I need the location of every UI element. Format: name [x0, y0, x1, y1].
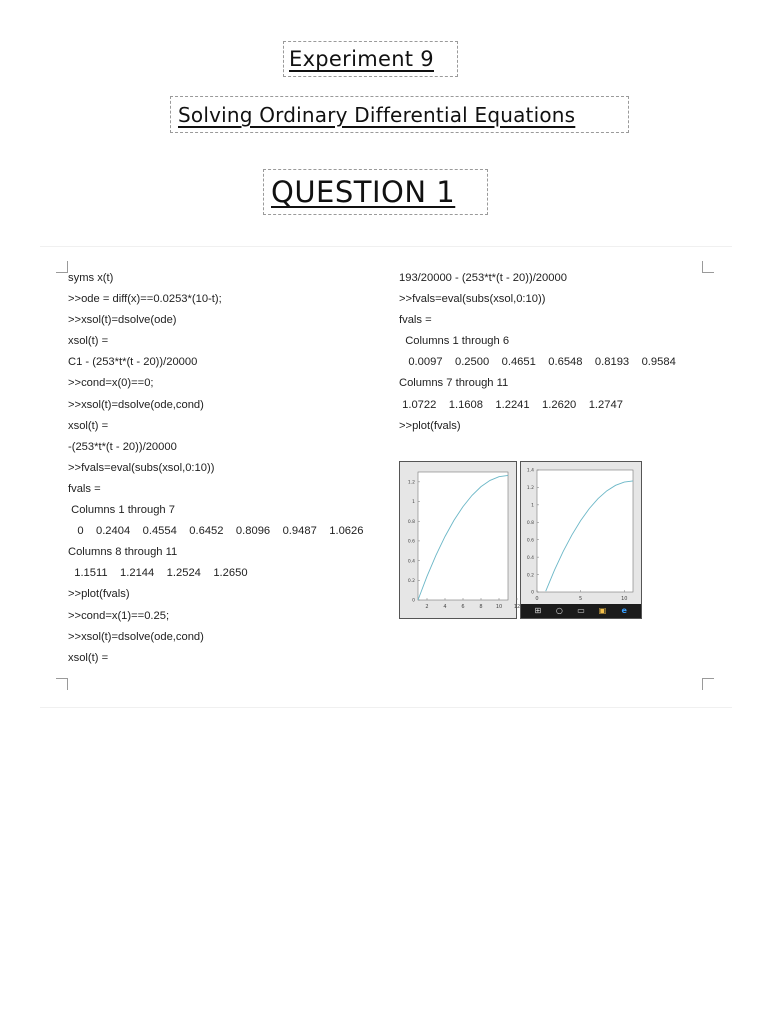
code-line: >>cond=x(0)==0;: [68, 377, 154, 390]
y-tick-label: 0.6: [407, 539, 415, 545]
question-title: QUESTION 1: [271, 175, 456, 209]
code-line: syms x(t): [68, 272, 114, 284]
experiment-title: Experiment 9: [289, 47, 434, 71]
code-line: 193/20000 - (253*t*(t - 20))/20000: [399, 272, 567, 284]
plot-figure-2: [520, 461, 642, 619]
code-line: xsol(t) =: [68, 419, 109, 432]
code-line: 1.0722 1.1608 1.2241 1.2620 1.2747: [399, 398, 623, 411]
experiment-title-box: [283, 41, 458, 77]
store-icon[interactable]: ▣: [598, 606, 607, 615]
plot-area: [418, 472, 508, 600]
x-tick-label: 8: [479, 604, 483, 610]
x-tick-label: 6: [461, 604, 465, 610]
y-tick-label: 0: [412, 598, 415, 604]
code-line: xsol(t) =: [68, 335, 109, 348]
code-line: Columns 8 through 11: [68, 546, 178, 559]
code-line: >>cond=x(1)==0.25;: [68, 609, 170, 622]
x-tick-label: 12: [513, 604, 521, 610]
windows-icon[interactable]: ⊞: [534, 606, 542, 615]
subject-title: Solving Ordinary Differential Equations: [178, 102, 576, 127]
plot-1-canvas: [400, 462, 521, 618]
code-line: Columns 1 through 7: [68, 504, 175, 517]
subject-title-box: [170, 96, 629, 133]
y-tick-label: 0.2: [526, 573, 534, 579]
y-tick-label: 0.6: [526, 538, 534, 544]
x-tick-label: 10: [495, 604, 503, 610]
corner-mark-bottom-right: [702, 678, 714, 690]
x-tick-label: 10: [621, 596, 628, 602]
plot-area: [537, 470, 633, 592]
code-line: >>plot(fvals): [68, 588, 130, 601]
x-tick-label: 0: [535, 596, 539, 602]
x-tick-label: 2: [425, 604, 429, 610]
code-line: >>plot(fvals): [399, 419, 461, 432]
y-tick-label: 1.4: [526, 468, 534, 474]
y-tick-label: 0.8: [526, 520, 534, 526]
corner-mark-top-left: [56, 261, 68, 273]
code-line: >>fvals=eval(subs(xsol,0:10)): [399, 293, 546, 306]
question-title-box: [263, 169, 488, 215]
plot-figure-1: [399, 461, 521, 619]
y-tick-label: 0.4: [526, 555, 534, 561]
code-line: >>fvals=eval(subs(xsol,0:10)): [68, 461, 215, 474]
code-line: xsol(t) =: [68, 651, 109, 664]
code-line: Columns 1 through 6: [399, 335, 510, 348]
code-line: >>xsol(t)=dsolve(ode): [68, 314, 177, 327]
code-line: fvals =: [399, 314, 432, 327]
y-tick-label: 1: [531, 503, 534, 509]
y-tick-label: 0.8: [407, 519, 415, 525]
code-line: 1.1511 1.2144 1.2524 1.2650: [68, 567, 248, 580]
corner-mark-bottom-left: [56, 678, 68, 690]
code-line: C1 - (253*t*(t - 20))/20000: [68, 356, 198, 369]
code-line: fvals =: [68, 482, 101, 495]
code-line: 0.0097 0.2500 0.4651 0.6548 0.8193 0.9584: [399, 356, 676, 369]
x-tick-label: 4: [443, 604, 447, 610]
code-column-left: [68, 268, 388, 669]
search-circle-icon[interactable]: ○: [555, 606, 563, 615]
code-line: >>xsol(t)=dsolve(ode,cond): [68, 398, 204, 411]
y-tick-label: 1.2: [407, 480, 415, 486]
code-line: -(253*t*(t - 20))/20000: [68, 440, 177, 453]
code-line: >>xsol(t)=dsolve(ode,cond): [68, 630, 204, 643]
y-tick-label: 0.4: [407, 559, 415, 565]
y-tick-label: 0.2: [407, 579, 415, 585]
code-column-right: [399, 268, 719, 437]
y-tick-label: 0: [531, 590, 534, 596]
task-view-icon[interactable]: ▭: [577, 606, 585, 615]
code-line: 0 0.2404 0.4554 0.6452 0.8096 0.9487 1.0626: [68, 525, 364, 538]
code-line: Columns 7 through 11: [399, 377, 509, 390]
code-line: >>ode = diff(x)==0.0253*(10-t);: [68, 293, 222, 306]
edge-icon[interactable]: e: [621, 606, 627, 615]
y-tick-label: 1.2: [526, 486, 534, 492]
windows-taskbar: [521, 604, 641, 618]
x-tick-label: 5: [579, 596, 583, 602]
y-tick-label: 1: [412, 500, 415, 506]
plot-2-canvas: [521, 462, 641, 604]
